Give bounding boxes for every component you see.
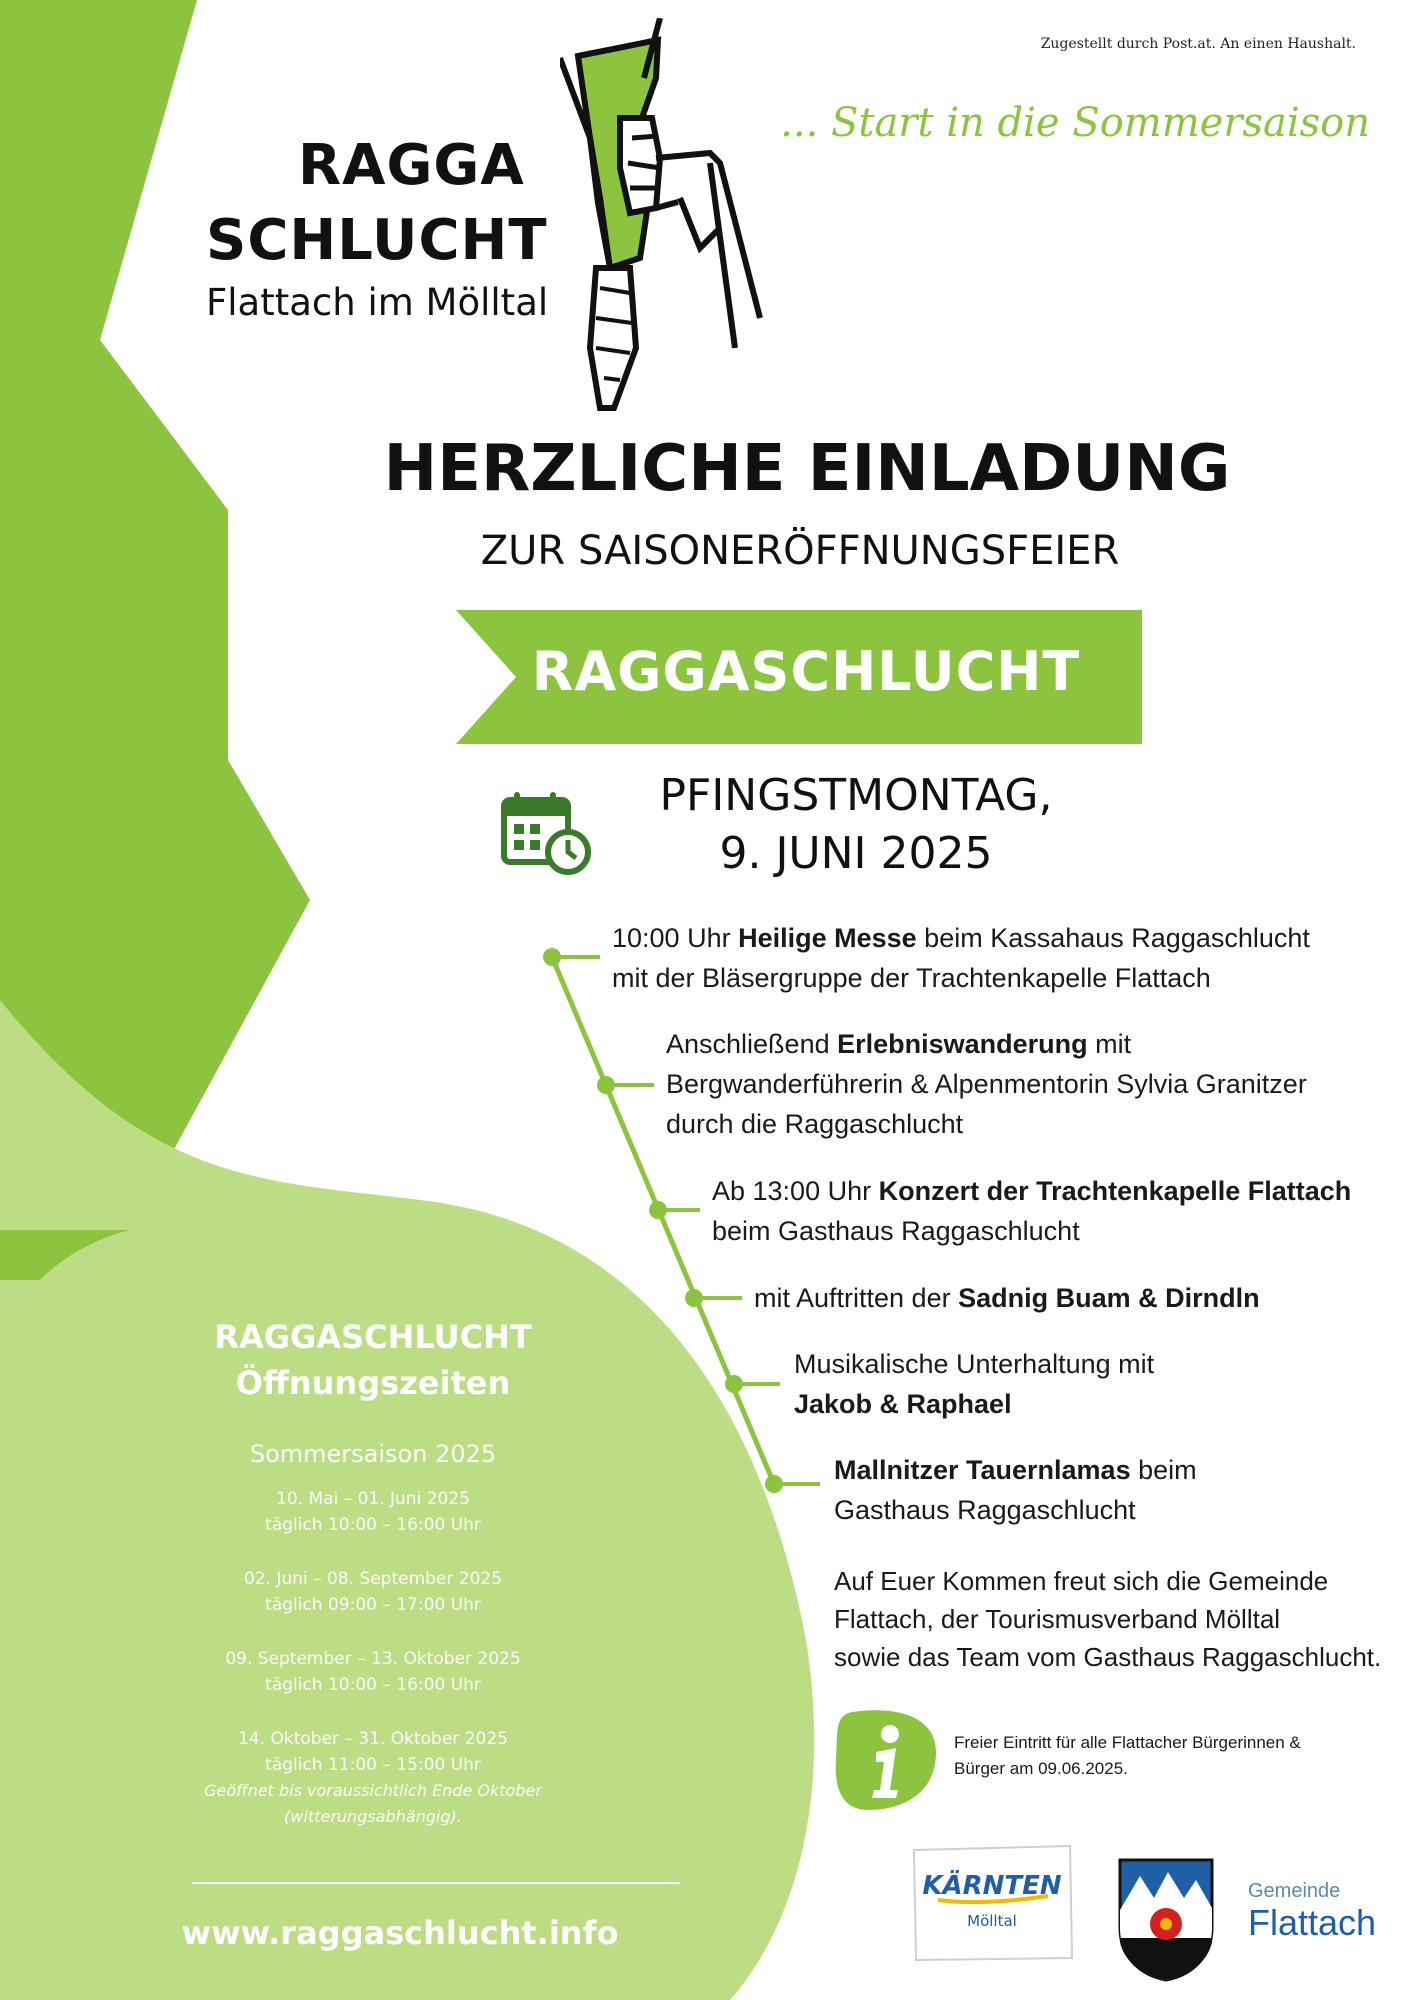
timeline-node xyxy=(765,1475,820,1493)
info-icon xyxy=(832,1708,940,1812)
event-5 xyxy=(794,1344,1154,1424)
period-dates: 09. September – 13. Oktober 2025 xyxy=(225,1649,521,1669)
event-line: Musikalische Unterhaltung mit xyxy=(794,1349,1155,1379)
closing-text xyxy=(834,1562,1394,1676)
event-line: durch die Raggaschlucht xyxy=(666,1109,964,1139)
gemeinde-label: Gemeinde xyxy=(1248,1880,1341,1902)
event-line: Anschließend Erlebniswanderung mit xyxy=(666,1029,1132,1059)
kaernten-text: KÄRNTEN xyxy=(922,1871,1062,1901)
info-note-line: Freier Eintritt für alle Flattacher Bürgerinnen & xyxy=(954,1733,1301,1752)
period-dates: 02. Juni – 08. September 2025 xyxy=(243,1569,503,1589)
opening-hours-subtitle: Öffnungszeiten xyxy=(235,1364,511,1402)
website-link[interactable]: www.raggaschlucht.info xyxy=(181,1914,619,1952)
date-line-1: PFINGSTMONTAG, xyxy=(659,770,1053,821)
event-line: Mallnitzer Tauernlamas beim xyxy=(834,1455,1197,1485)
note-line: (witterungsabhängig). xyxy=(284,1807,462,1826)
info-note-line: Bürger am 09.06.2025. xyxy=(954,1759,1128,1778)
event-6 xyxy=(834,1450,1197,1530)
closing-line: Auf Euer Kommen freut sich die Gemeinde xyxy=(834,1566,1329,1596)
subheadline: ZUR SAISONERÖFFNUNGSFEIER xyxy=(480,528,1120,574)
period-dates: 10. Mai – 01. Juni 2025 xyxy=(276,1489,470,1509)
info-note xyxy=(954,1730,1334,1782)
note-line: Geöffnet bis voraussichtlich Ende Oktober xyxy=(204,1781,542,1800)
event-line: Jakob & Raphael xyxy=(794,1389,1012,1419)
period-dates: 14. Oktober – 31. Oktober 2025 xyxy=(238,1729,508,1749)
postal-note: Zugestellt durch Post.at. An einen Haushalt. xyxy=(1040,36,1356,52)
event-line: 10:00 Uhr Heilige Messe beim Kassahaus Raggaschlucht xyxy=(612,923,1310,953)
event-line: Ab 13:00 Uhr Konzert der Trachtenkapelle Flattach xyxy=(712,1176,1352,1206)
opening-period-4 xyxy=(150,1726,596,1778)
event-line: beim Gasthaus Raggaschlucht xyxy=(712,1216,1080,1246)
timeline-node xyxy=(543,948,600,966)
banner-text: RAGGASCHLUCHT xyxy=(531,640,1081,703)
event-line: mit der Bläsergruppe der Trachtenkapelle Flattach xyxy=(612,963,1211,993)
gemeinde-name: Flattach xyxy=(1248,1902,1377,1943)
event-1 xyxy=(612,918,1310,998)
period-hours: täglich 10:00 – 16:00 Uhr xyxy=(265,1675,481,1695)
timeline-node xyxy=(597,1076,654,1094)
opening-hours-season: Sommersaison 2025 xyxy=(249,1440,497,1468)
closing-line: Flattach, der Tourismusverband Mölltal xyxy=(834,1604,1281,1634)
municipal-crest-icon xyxy=(1118,1858,1214,1982)
tagline: ... Start in die Sommersaison xyxy=(780,100,1370,146)
event-line: Bergwanderführerin & Alpenmentorin Sylvia Granitzer xyxy=(666,1069,1307,1099)
event-2 xyxy=(666,1024,1307,1144)
timeline-node xyxy=(649,1201,700,1219)
event-line: Gasthaus Raggaschlucht xyxy=(834,1495,1136,1525)
period-hours: täglich 10:00 – 16:00 Uhr xyxy=(265,1515,481,1535)
period-hours: täglich 11:00 – 15:00 Uhr xyxy=(265,1755,481,1775)
closing-line: sowie das Team vom Gasthaus Raggaschlucht. xyxy=(834,1642,1382,1672)
period-hours: täglich 09:00 – 17:00 Uhr xyxy=(265,1595,481,1615)
logo-line-3: Flattach im Mölltal xyxy=(206,281,549,324)
divider xyxy=(192,1882,680,1884)
date-line-2: 9. JUNI 2025 xyxy=(719,828,993,879)
kaernten-moelltal-logo xyxy=(908,1842,1076,1962)
event-3 xyxy=(712,1171,1351,1251)
logo-line-2: SCHLUCHT xyxy=(206,208,548,273)
opening-hours-title: RAGGASCHLUCHT xyxy=(214,1318,532,1356)
opening-period-1 xyxy=(150,1486,596,1538)
timeline-node xyxy=(725,1375,780,1393)
opening-period-2 xyxy=(150,1566,596,1618)
opening-hours-note xyxy=(150,1778,596,1830)
opening-period-3 xyxy=(150,1646,596,1698)
timeline-node xyxy=(685,1289,742,1307)
headline: HERZLICHE EINLADUNG xyxy=(383,432,1231,506)
logo-line-1: RAGGA xyxy=(298,133,525,198)
moelltal-text: Mölltal xyxy=(967,1912,1017,1930)
event-line: mit Auftritten der Sadnig Buam & Dirndln xyxy=(754,1283,1260,1313)
event-4 xyxy=(754,1278,1260,1318)
